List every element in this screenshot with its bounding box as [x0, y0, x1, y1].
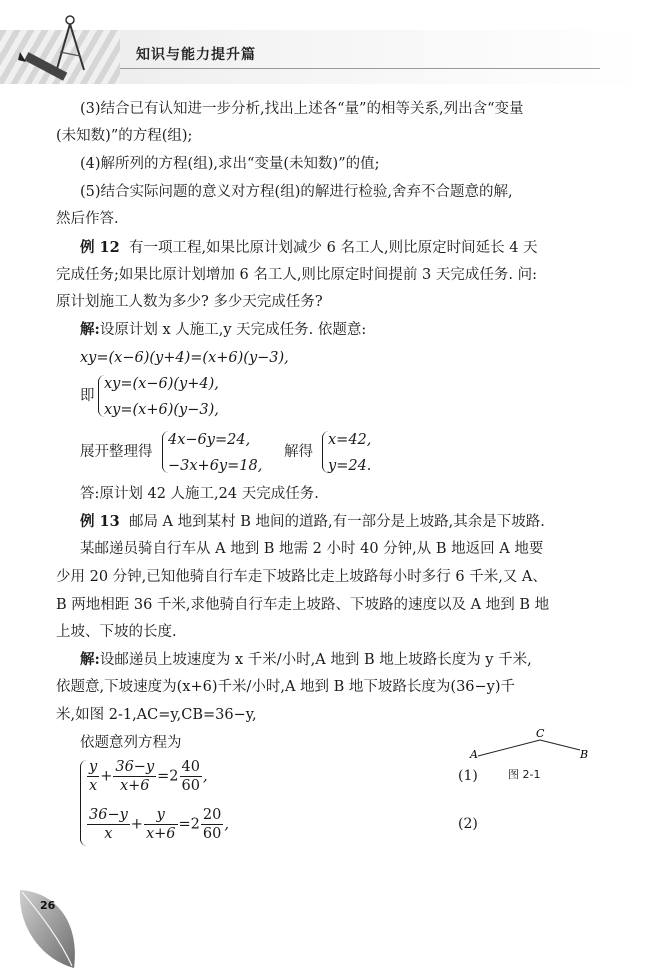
example-13-text-1: 邮局 A 地到某村 B 地间的道路,有一部分是上坡路,其余是下坡路.: [128, 514, 545, 530]
point-a-label: A: [470, 748, 478, 761]
example-12-line-1: [80, 238, 538, 258]
step-5-line-2: 然后作答.: [56, 211, 119, 227]
eq2-fraction-1: $\frac{36-y}{x}$: [89, 807, 128, 842]
point-b-label: B: [580, 748, 589, 761]
example-12-label: 例 12: [80, 239, 120, 256]
system-1-eq-b: xy=(x+6)(y−3),: [104, 402, 219, 418]
system-3-eq-a: x=42,: [328, 432, 372, 448]
example-13-line-2: 某邮递员骑自行车从 A 地到 B 地需 2 小时 40 分钟,从 B 地返回 A 地要: [80, 541, 544, 557]
solution-12-label: 解:: [80, 321, 100, 338]
system-1-eq-a: xy=(x−6)(y+4),: [104, 376, 219, 392]
solution-12-text: 设原计划 x 人施工,y 天完成任务. 依题意:: [99, 322, 367, 338]
example-13-line-3: 少用 20 分钟,已知他骑自行车走下坡路比走上坡路每小时多行 6 千米,又 A、: [56, 569, 547, 585]
ji-label: 即: [80, 388, 95, 404]
figure-caption: 图 2-1: [508, 768, 541, 781]
equation-2: $\frac{36-y}{x}$ + $\frac{y}{x+6}$ =2 $\frac{20}{60}$ ,: [89, 807, 229, 842]
header-divider: [120, 68, 600, 69]
step-4: (4)解所列的方程(组),求出“变量(未知数)”的值;: [80, 156, 380, 172]
segment-cb: [540, 740, 580, 750]
eq1-fraction-2: $\frac{36-y}{x+6}$: [115, 759, 155, 794]
solution-13-line-3: 米,如图 2-1,AC=y,CB=36−y,: [56, 707, 257, 723]
expand-label: 展开整理得: [80, 444, 153, 460]
eq2-fraction-2: $\frac{y}{x+6}$: [145, 807, 176, 842]
equation-number-1: (1): [458, 768, 478, 784]
leaf-icon: [14, 880, 84, 970]
example-13-line-5: 上坡、下坡的长度.: [56, 624, 177, 640]
figure-2-1: [468, 728, 596, 762]
example-13-label: 例 13: [80, 513, 120, 530]
step-3-line-1: (3)结合已有认知进一步分析,找出上述各“量”的相等关系,列出含“变量: [80, 101, 524, 117]
solution-12-line-1: [80, 320, 366, 340]
page-number: 26: [40, 899, 56, 912]
list-equation-label: 依题意列方程为: [80, 735, 182, 751]
step-3-line-2: (未知数)”的方程(组);: [56, 128, 193, 144]
section-title: 知识与能力提升篇: [136, 47, 256, 63]
example-12-line-2: 完成任务;如果比原计划增加 6 名工人,则比原定时间提前 3 天完成任务. 问:: [56, 267, 537, 283]
solution-13-text-1: 设邮递员上坡速度为 x 千米/小时,A 地到 B 地上坡路长度为 y 千米,: [99, 652, 532, 668]
answer-12: 答:原计划 42 人施工,24 天完成任务.: [80, 486, 319, 502]
segment-ac: [478, 740, 540, 756]
example-12-text-1: 有一项工程,如果比原计划减少 6 名工人,则比原定时间延长 4 天: [128, 240, 538, 256]
example-13-line-1: [80, 512, 545, 532]
compass-and-pencil-icon: [14, 12, 94, 90]
solution-13-line-1: [80, 650, 532, 670]
equation-line: xy=(x−6)(y+4)=(x+6)(y−3),: [80, 350, 289, 366]
eq1-mixed-fraction: $\frac{40}{60}$: [181, 759, 200, 794]
eq2-mixed-fraction: $\frac{20}{60}$: [202, 807, 222, 842]
step-5-line-1: (5)结合实际问题的意义对方程(组)的解进行检验,舍弃不合题意的解,: [80, 184, 513, 200]
example-12-line-3: 原计划施工人数为多少? 多少天完成任务?: [56, 294, 323, 310]
eq1-fraction-1: $\frac{y}{x}$: [89, 759, 98, 794]
example-13-line-4: B 两地相距 36 千米,求他骑自行车走上坡路、下坡路的速度以及 A 地到 B 地: [56, 597, 550, 613]
solution-13-line-2: 依题意,下坡速度为(x+6)千米/小时,A 地到 B 地下坡路长度为(36−y)千: [56, 679, 516, 695]
system-3-eq-b: y=24.: [328, 458, 372, 474]
system-2-eq-b: −3x+6y=18,: [168, 458, 263, 474]
solve-label: 解得: [284, 444, 313, 460]
equation-1: $\frac{y}{x}$ + $\frac{36-y}{x+6}$ =2 $\frac{40}{60}$ ,: [89, 759, 208, 794]
point-c-label: C: [536, 728, 545, 740]
solution-13-label: 解:: [80, 651, 100, 668]
equation-number-2: (2): [458, 816, 478, 832]
system-2-eq-a: 4x−6y=24,: [168, 432, 251, 448]
